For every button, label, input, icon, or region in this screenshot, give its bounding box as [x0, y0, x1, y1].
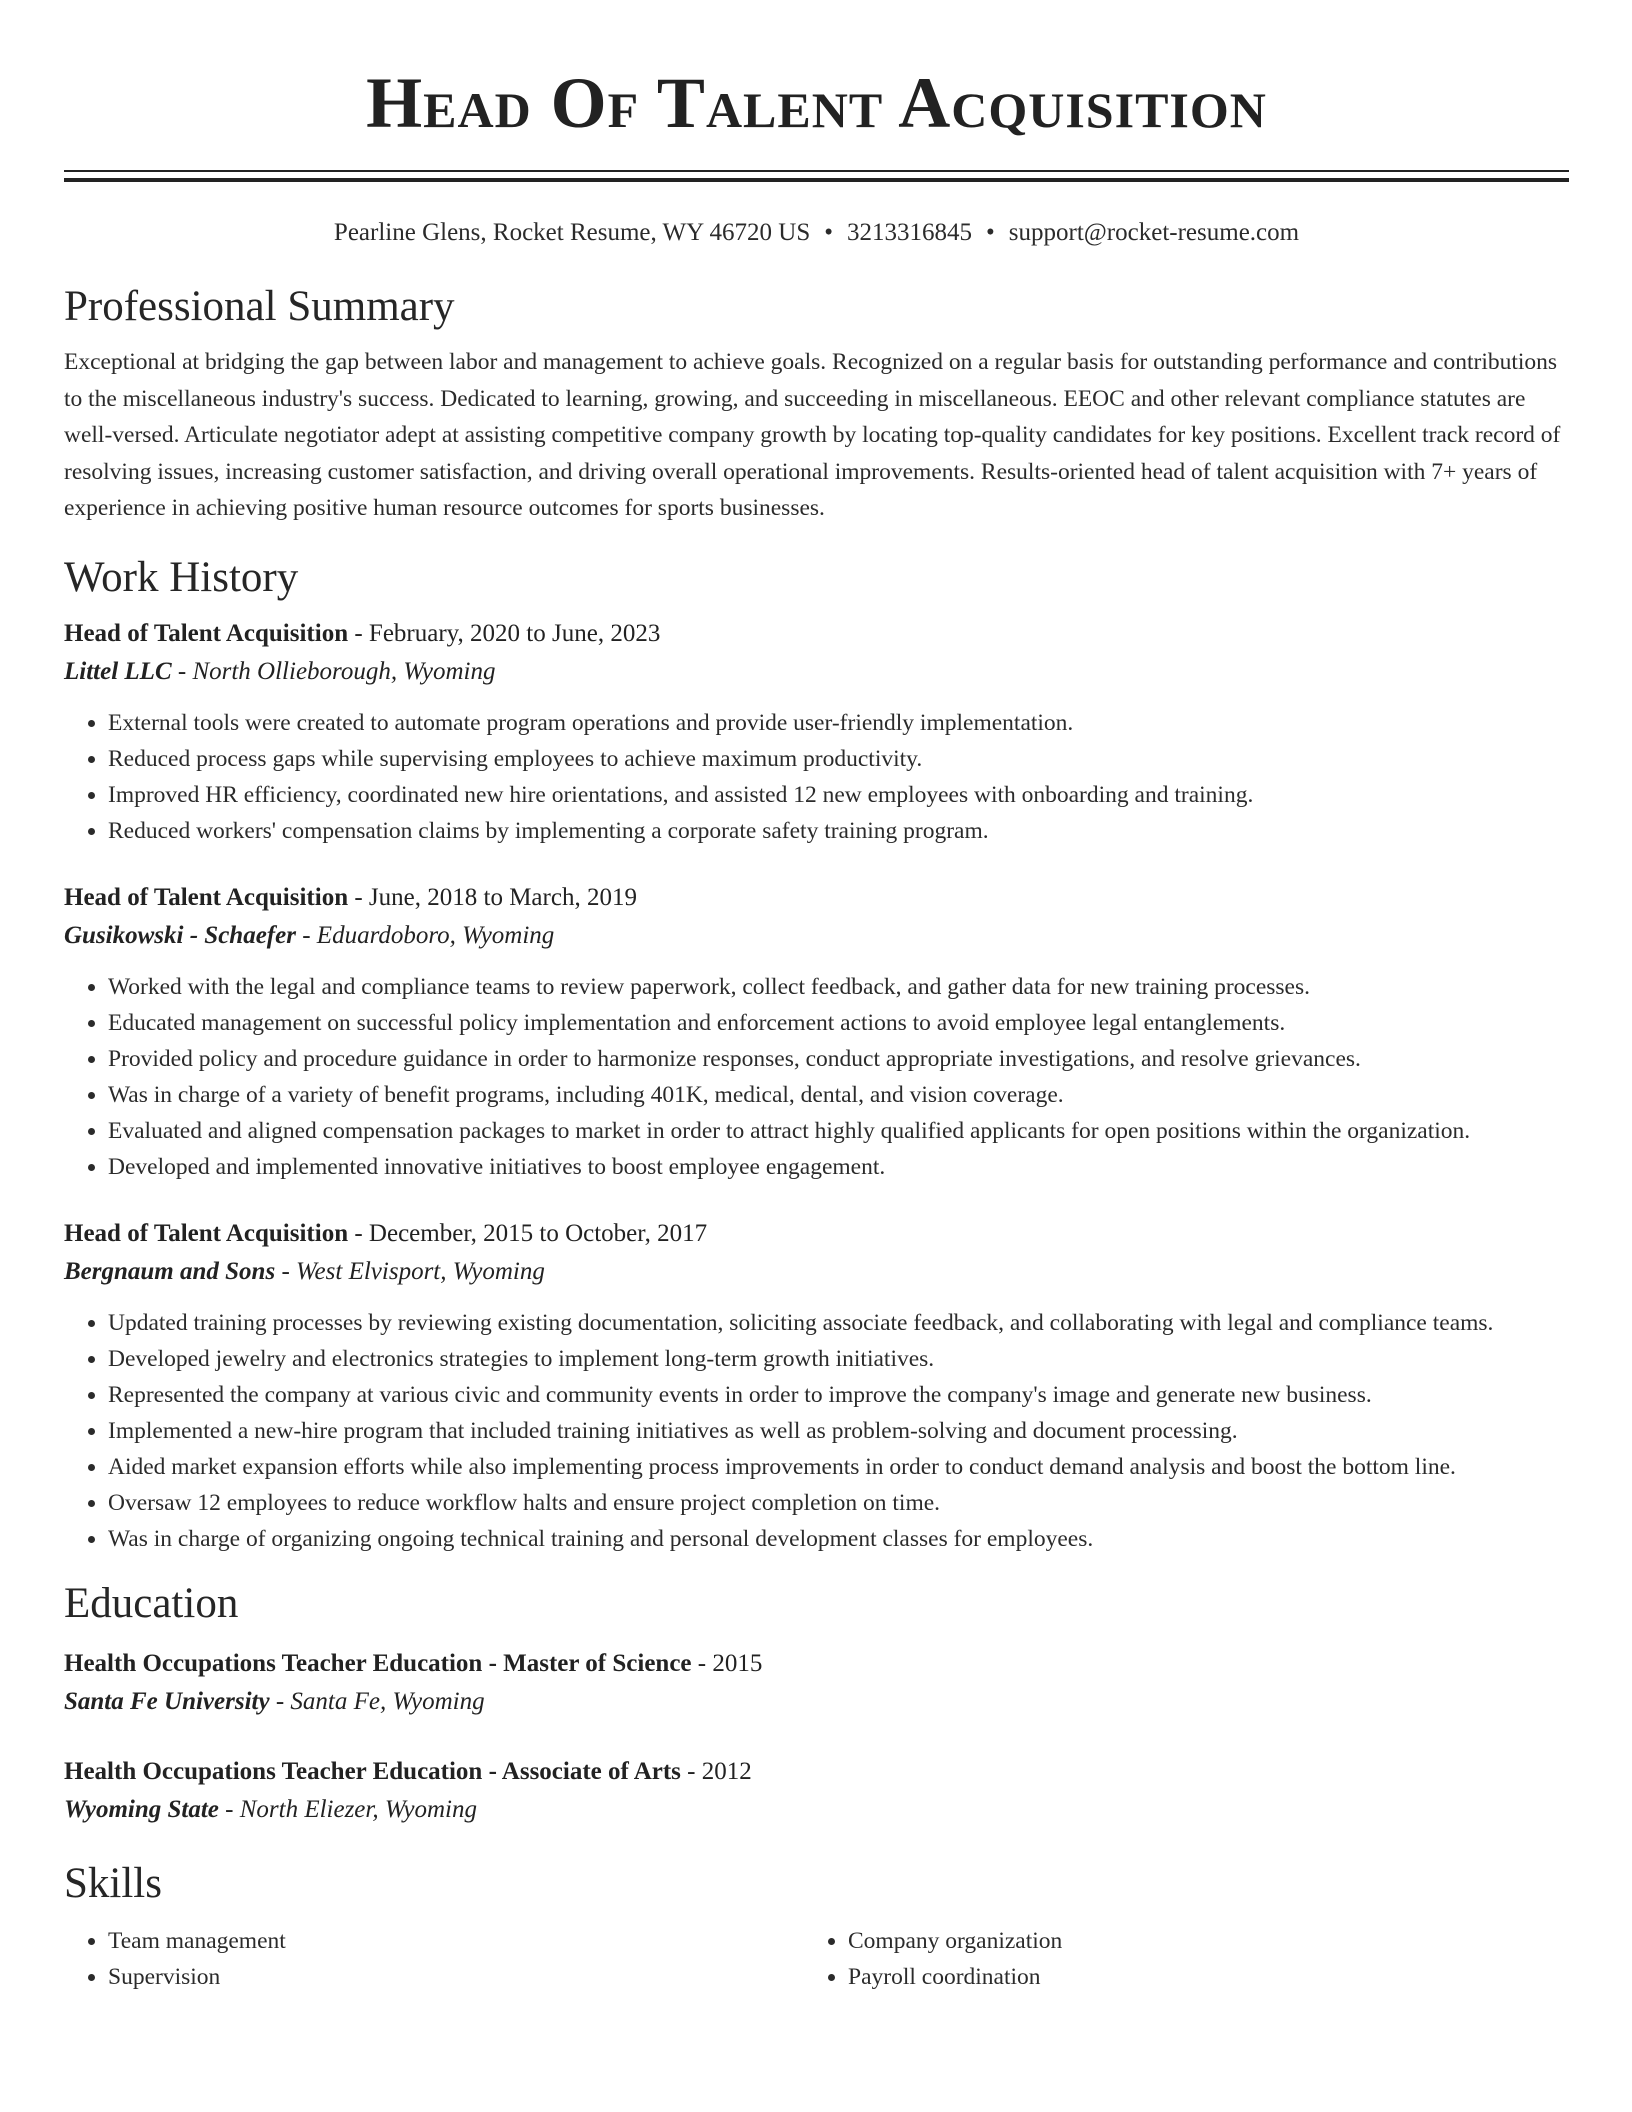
contact-line — [64, 218, 1569, 248]
header-divider-thin — [64, 170, 1569, 172]
list-item: • Reduced workers' compensation claims by implementing a corporate safety training program. — [108, 813, 1569, 849]
list-item: • Provided policy and procedure guidance in order to harmonize responses, conduct appropriate investigations, and resolve grievances. — [108, 1041, 1569, 1077]
skills-grid — [64, 1923, 1569, 1995]
list-item: • Payroll coordination — [848, 1959, 1544, 1995]
company-line — [64, 653, 1569, 691]
school-name: Wyoming State — [64, 1795, 219, 1823]
school-line — [64, 1791, 1569, 1829]
bullet-separator: • — [824, 219, 834, 246]
list-item: • Team management — [108, 1923, 804, 1959]
summary-text: Exceptional at bridging the gap between labor and management to achieve goals. Recognized on a regular basis for outstanding performance and contributions to the miscellaneous industry's success. Dedicated to learning, growing, and succeeding in miscellaneous. EEOC and other relevant compliance statutes are well-versed. Articulate negotiator adept at assisting competitive company growth by locating top-quality candidates for key positions. Excellent track record of resolving issues, increasing customer satisfaction, and driving overall operational improvements. Results-oriented head of talent acquisition with 7+ years of experience in achieving positive human resource outcomes for sports businesses. — [64, 349, 1561, 521]
job-title-line — [64, 1215, 1569, 1253]
school-line — [64, 1683, 1569, 1721]
degree-year: - 2012 — [680, 1757, 752, 1785]
company-name: Bergnaum and Sons — [64, 1257, 276, 1285]
degree-line — [64, 1753, 1569, 1791]
company-location: - North Ollieborough, Wyoming — [171, 657, 496, 685]
list-item: • Developed and implemented innovative initiatives to boost employee engagement. — [108, 1149, 1569, 1185]
skills-column-left — [64, 1923, 804, 1995]
list-item: • Updated training processes by reviewing existing documentation, soliciting associate feedback, and collaborating with legal and compliance teams. — [108, 1305, 1569, 1341]
job-role: Head of Talent Acquisition — [64, 883, 349, 911]
list-item: • Improved HR efficiency, coordinated new hire orientations, and assisted 12 new employees with onboarding and training. — [108, 777, 1569, 813]
company-name: Gusikowski - Schaefer — [64, 921, 296, 949]
education-entry — [64, 1645, 1569, 1721]
degree-name: Health Occupations Teacher Education - Associate of Arts — [64, 1757, 681, 1785]
list-item: • Worked with the legal and compliance teams to review paperwork, collect feedback, and gather data for new training processes. — [108, 969, 1569, 1005]
list-item: • Reduced process gaps while supervising employees to achieve maximum productivity. — [108, 741, 1569, 777]
job-dates: - June, 2018 to March, 2019 — [348, 883, 637, 911]
resume-page — [64, 0, 1569, 1995]
school-location: - Santa Fe, Wyoming — [269, 1687, 485, 1715]
section-title-summary: Professional Summary — [64, 283, 455, 330]
list-item: • External tools were created to automate program operations and provide user-friendly implementation. — [108, 705, 1569, 741]
job-entry — [64, 615, 1569, 849]
job-role: Head of Talent Acquisition — [64, 619, 349, 647]
degree-line — [64, 1645, 1569, 1683]
company-name: Littel LLC — [64, 657, 172, 685]
job-entry — [64, 1215, 1569, 1557]
resume-title: Head Of Talent Acquisition — [366, 63, 1267, 143]
list-item: • Evaluated and aligned compensation packages to market in order to attract highly qualified applicants for open positions within the organization. — [108, 1113, 1569, 1149]
list-item: • Supervision — [108, 1959, 804, 1995]
section-title-work-history: Work History — [64, 553, 299, 601]
skills-column-right — [804, 1923, 1544, 1995]
company-line — [64, 1253, 1569, 1291]
list-item: • Was in charge of organizing ongoing technical training and personal development classes for employees. — [108, 1521, 1569, 1557]
contact-phone: 3213316845 — [847, 219, 973, 246]
degree-name: Health Occupations Teacher Education - Master of Science — [64, 1649, 692, 1677]
job-entry — [64, 879, 1569, 1185]
school-location: - North Eliezer, Wyoming — [218, 1795, 477, 1823]
list-item: • Aided market expansion efforts while also implementing process improvements in order to conduct demand analysis and boost the bottom line. — [108, 1449, 1569, 1485]
degree-year: - 2015 — [691, 1649, 763, 1677]
company-line — [64, 917, 1569, 955]
list-item: • Implemented a new-hire program that included training initiatives as well as problem-solving and document processing. — [108, 1413, 1569, 1449]
header-divider-thick — [64, 178, 1569, 182]
job-title-line — [64, 615, 1569, 653]
company-location: - West Elvisport, Wyoming — [275, 1257, 545, 1285]
education-entry — [64, 1753, 1569, 1829]
company-location: - Eduardoboro, Wyoming — [295, 921, 555, 949]
list-item: • Represented the company at various civic and community events in order to improve the company's image and generate new business. — [108, 1377, 1569, 1413]
section-title-education: Education — [64, 1579, 239, 1627]
section-title-skills: Skills — [64, 1859, 162, 1907]
job-role: Head of Talent Acquisition — [64, 1219, 349, 1247]
list-item: • Company organization — [848, 1923, 1544, 1959]
job-bullets — [64, 969, 1569, 1185]
bullet-separator: • — [986, 219, 995, 246]
list-item: • Developed jewelry and electronics strategies to implement long-term growth initiatives. — [108, 1341, 1569, 1377]
job-bullets — [64, 705, 1569, 849]
list-item: • Educated management on successful policy implementation and enforcement actions to avoid employee legal entanglements. — [108, 1005, 1569, 1041]
job-title-line — [64, 879, 1569, 917]
contact-email: support@rocket-resume.com — [1008, 219, 1300, 246]
list-item: • Was in charge of a variety of benefit programs, including 401K, medical, dental, and vision coverage. — [108, 1077, 1569, 1113]
job-dates: - February, 2020 to June, 2023 — [348, 619, 661, 647]
list-item: • Oversaw 12 employees to reduce workflow halts and ensure project completion on time. — [108, 1485, 1569, 1521]
contact-address: Pearline Glens, Rocket Resume, WY 46720 US — [333, 219, 811, 246]
job-bullets — [64, 1305, 1569, 1557]
job-dates: - December, 2015 to October, 2017 — [348, 1219, 708, 1247]
school-name: Santa Fe University — [64, 1687, 270, 1715]
